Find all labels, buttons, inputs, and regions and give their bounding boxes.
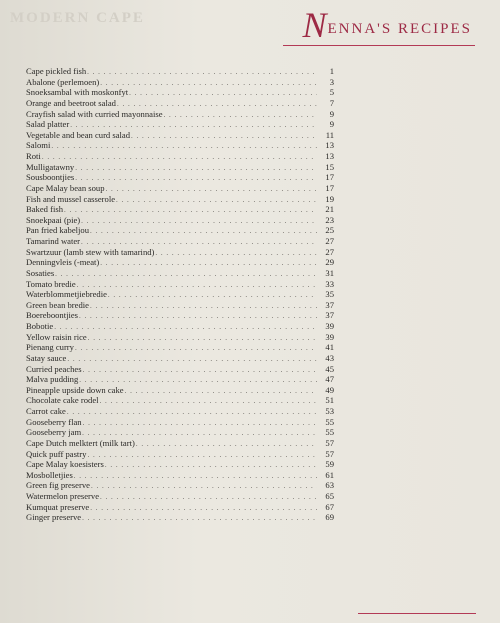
toc-entry-title: Orange and beetroot salad bbox=[26, 97, 116, 108]
toc-entry-page: 53 bbox=[325, 406, 334, 416]
toc-entry-title: Gooseberry flan bbox=[26, 416, 82, 427]
toc-entry-page: 69 bbox=[325, 512, 334, 523]
toc-entry-page: 63 bbox=[325, 480, 334, 491]
toc-entry bbox=[26, 406, 334, 417]
dot-leader bbox=[83, 365, 317, 376]
dot-leader bbox=[90, 503, 317, 514]
toc-entry bbox=[26, 491, 334, 502]
toc-entry bbox=[26, 236, 334, 247]
toc-entry bbox=[26, 353, 334, 364]
toc-entry-page: 21 bbox=[325, 204, 334, 215]
toc-entry-title: Denningvleis (-meat) bbox=[26, 257, 100, 268]
toc-entry bbox=[26, 183, 334, 194]
toc-entry-page: 49 bbox=[325, 384, 334, 395]
toc-entry-page: 41 bbox=[325, 342, 334, 353]
toc-entry-title: Tomato bredie bbox=[26, 278, 76, 289]
dot-leader bbox=[74, 471, 317, 482]
dot-leader bbox=[83, 418, 317, 429]
toc-entry-title: Sousboontjies bbox=[26, 172, 75, 183]
toc-entry bbox=[26, 480, 334, 491]
toc-entry-title: Yellow raisin rice bbox=[26, 331, 87, 342]
dot-leader bbox=[55, 269, 317, 280]
toc-entry bbox=[26, 204, 334, 215]
toc-entry-title: Gooseberry jam bbox=[26, 427, 82, 438]
dot-leader bbox=[64, 205, 317, 216]
toc-entry-title: Pineapple upside down cake bbox=[26, 384, 124, 395]
toc-entry-page: 39 bbox=[325, 331, 334, 342]
dot-leader bbox=[54, 322, 317, 333]
toc-entry-title: Tamarind water bbox=[26, 236, 81, 246]
toc-entry bbox=[26, 215, 334, 226]
toc-entry-title: Cape Malay koesisters bbox=[26, 459, 104, 470]
header-divider bbox=[283, 45, 475, 46]
toc-entry-page: 15 bbox=[325, 161, 334, 172]
toc-entry-title: Kumquat preserve bbox=[26, 501, 90, 512]
toc-entry-title: Abalone (perlemoen) bbox=[26, 76, 100, 87]
toc-entry-page: 13 bbox=[325, 140, 334, 151]
dot-leader bbox=[164, 110, 317, 121]
toc-entry bbox=[26, 289, 334, 300]
table-of-contents bbox=[26, 66, 334, 523]
page-header bbox=[0, 0, 500, 46]
toc-entry-title: Green bean bredie bbox=[26, 299, 89, 310]
toc-entry-page: 55 bbox=[325, 416, 334, 427]
toc-entry bbox=[26, 449, 334, 460]
toc-entry bbox=[26, 321, 334, 332]
dot-leader bbox=[100, 396, 317, 407]
toc-entry-page: 13 bbox=[325, 151, 334, 161]
toc-entry bbox=[26, 172, 334, 183]
toc-entry bbox=[26, 162, 334, 173]
toc-entry-page: 31 bbox=[325, 267, 334, 278]
dot-leader bbox=[67, 407, 317, 418]
toc-entry-title: Cape Malay bean soup bbox=[26, 182, 105, 193]
toc-entry bbox=[26, 364, 334, 375]
toc-entry bbox=[26, 395, 334, 406]
dot-leader bbox=[42, 152, 317, 163]
dot-leader bbox=[81, 216, 317, 227]
dot-leader bbox=[155, 248, 317, 259]
dot-leader bbox=[91, 481, 317, 492]
toc-entry bbox=[26, 374, 334, 385]
toc-entry-title: Boereboontjies bbox=[26, 310, 79, 321]
book-title bbox=[302, 5, 473, 45]
toc-entry-page: 37 bbox=[325, 299, 334, 310]
toc-entry-page: 23 bbox=[325, 214, 334, 225]
toc-entry-title: Salad platter bbox=[26, 119, 70, 130]
toc-entry-title: Green fig preserve bbox=[26, 480, 90, 491]
toc-entry-page: 45 bbox=[325, 363, 334, 374]
toc-entry-title: Snoekpaai (pie) bbox=[26, 214, 81, 225]
dot-leader bbox=[75, 173, 317, 184]
toc-entry-title: Crayfish salad with curried mayonnaise bbox=[26, 108, 163, 119]
dot-leader bbox=[90, 226, 317, 237]
toc-entry bbox=[26, 385, 334, 396]
toc-entry bbox=[26, 257, 334, 268]
toc-entry bbox=[26, 459, 334, 470]
toc-entry-title: Chocolate cake rodel bbox=[26, 395, 99, 406]
toc-entry bbox=[26, 66, 334, 77]
toc-entry bbox=[26, 109, 334, 120]
faded-section-title: MODERN CAPE bbox=[10, 10, 145, 26]
toc-entry bbox=[26, 279, 334, 290]
toc-entry-title: Quick puff pastry bbox=[26, 448, 87, 459]
toc-entry-page: 17 bbox=[325, 182, 334, 193]
toc-entry-title: Malva pudding bbox=[26, 374, 79, 385]
toc-entry-title: Salomi bbox=[26, 140, 51, 151]
toc-entry-page: 9 bbox=[329, 119, 334, 130]
dot-leader bbox=[100, 258, 317, 269]
toc-entry-page: 27 bbox=[325, 236, 334, 246]
dot-leader bbox=[87, 450, 317, 461]
toc-entry-page: 55 bbox=[325, 427, 334, 438]
toc-entry bbox=[26, 310, 334, 321]
toc-entry-page: 47 bbox=[325, 374, 334, 385]
toc-entry bbox=[26, 438, 334, 449]
toc-entry-page: 39 bbox=[325, 321, 334, 331]
toc-entry-page: 17 bbox=[325, 172, 334, 183]
toc-entry-title: Curried peaches bbox=[26, 363, 82, 374]
toc-entry-page: 51 bbox=[325, 395, 334, 406]
toc-entry-page: 37 bbox=[325, 310, 334, 321]
dot-leader bbox=[79, 311, 317, 322]
toc-entry-title: Mosbolletjies bbox=[26, 469, 73, 480]
dot-leader bbox=[82, 513, 317, 524]
toc-entry-title: Vegetable and bean curd salad bbox=[26, 129, 131, 140]
dot-leader bbox=[100, 78, 317, 89]
toc-entry-page: 67 bbox=[325, 501, 334, 512]
toc-entry-page: 29 bbox=[325, 257, 334, 268]
toc-entry-page: 57 bbox=[325, 448, 334, 459]
toc-entry-title: Pienang curry bbox=[26, 342, 74, 353]
toc-entry bbox=[26, 470, 334, 481]
toc-entry bbox=[26, 225, 334, 236]
toc-entry bbox=[26, 194, 334, 205]
dot-leader bbox=[77, 280, 317, 291]
toc-entry bbox=[26, 140, 334, 151]
toc-entry-page: 27 bbox=[325, 246, 334, 257]
toc-entry-page: 1 bbox=[329, 66, 334, 76]
toc-entry-title: Pan fried kabeljou bbox=[26, 225, 90, 236]
toc-entry-title: Carrot cake bbox=[26, 406, 66, 416]
book-title-initial: N bbox=[302, 5, 327, 45]
toc-entry-page: 57 bbox=[325, 437, 334, 448]
toc-entry-page: 3 bbox=[329, 76, 334, 87]
toc-entry bbox=[26, 502, 334, 513]
toc-entry-title: Swartzuur (lamb stew with tamarind) bbox=[26, 246, 155, 257]
dot-leader bbox=[75, 163, 317, 174]
toc-entry-page: 35 bbox=[325, 289, 334, 300]
book-title-rest: ENNA'S RECIPES bbox=[327, 21, 472, 37]
toc-entry-page: 9 bbox=[329, 108, 334, 119]
toc-entry-title: Sosaties bbox=[26, 267, 55, 278]
toc-entry-title: Roti bbox=[26, 151, 41, 161]
toc-entry-title: Mulligatawny bbox=[26, 161, 75, 172]
toc-entry-page: 43 bbox=[325, 352, 334, 363]
dot-leader bbox=[75, 343, 317, 354]
toc-entry-title: Satay sauce bbox=[26, 352, 67, 363]
toc-entry-title: Bobotie bbox=[26, 321, 54, 331]
dot-leader bbox=[100, 492, 317, 503]
toc-entry-title: Baked fish bbox=[26, 204, 63, 215]
toc-entry-page: 59 bbox=[325, 459, 334, 470]
toc-entry-page: 7 bbox=[329, 97, 334, 108]
toc-entry bbox=[26, 300, 334, 311]
dot-leader bbox=[88, 333, 317, 344]
dot-leader bbox=[108, 290, 317, 301]
toc-entry bbox=[26, 417, 334, 428]
toc-entry-page: 25 bbox=[325, 225, 334, 236]
dot-leader bbox=[116, 195, 317, 206]
toc-entry-title: Waterblommetjiebredie bbox=[26, 289, 107, 300]
toc-entry bbox=[26, 427, 334, 438]
toc-entry bbox=[26, 512, 334, 523]
dot-leader bbox=[87, 67, 317, 78]
dot-leader bbox=[106, 184, 317, 195]
toc-entry bbox=[26, 87, 334, 98]
dot-leader bbox=[90, 301, 317, 312]
toc-entry-title: Cape Dutch melktert (milk tart) bbox=[26, 437, 135, 448]
toc-entry bbox=[26, 332, 334, 343]
dot-leader bbox=[129, 88, 317, 99]
toc-entry-title: Ginger preserve bbox=[26, 512, 82, 523]
dot-leader bbox=[136, 439, 317, 450]
toc-entry bbox=[26, 342, 334, 353]
dot-leader bbox=[105, 460, 317, 471]
toc-entry-page: 5 bbox=[329, 87, 334, 98]
toc-entry bbox=[26, 247, 334, 258]
toc-entry bbox=[26, 151, 334, 162]
dot-leader bbox=[131, 131, 317, 142]
dot-leader bbox=[125, 386, 317, 397]
toc-entry bbox=[26, 77, 334, 88]
toc-entry-title: Snoeksambal with moskonfyt bbox=[26, 87, 129, 98]
toc-entry-title: Cape pickled fish bbox=[26, 66, 87, 76]
dot-leader bbox=[67, 354, 317, 365]
toc-entry-page: 11 bbox=[325, 129, 334, 140]
footer-divider bbox=[358, 613, 476, 614]
toc-entry bbox=[26, 268, 334, 279]
toc-entry-page: 33 bbox=[325, 278, 334, 289]
toc-entry bbox=[26, 98, 334, 109]
toc-entry bbox=[26, 130, 334, 141]
toc-entry-title: Fish and mussel casserole bbox=[26, 193, 116, 204]
toc-entry-title: Watermelon preserve bbox=[26, 491, 100, 501]
toc-entry-page: 19 bbox=[325, 193, 334, 204]
dot-leader bbox=[51, 141, 317, 152]
toc-entry bbox=[26, 119, 334, 130]
toc-entry-page: 65 bbox=[325, 491, 334, 501]
toc-entry-page: 61 bbox=[325, 469, 334, 480]
